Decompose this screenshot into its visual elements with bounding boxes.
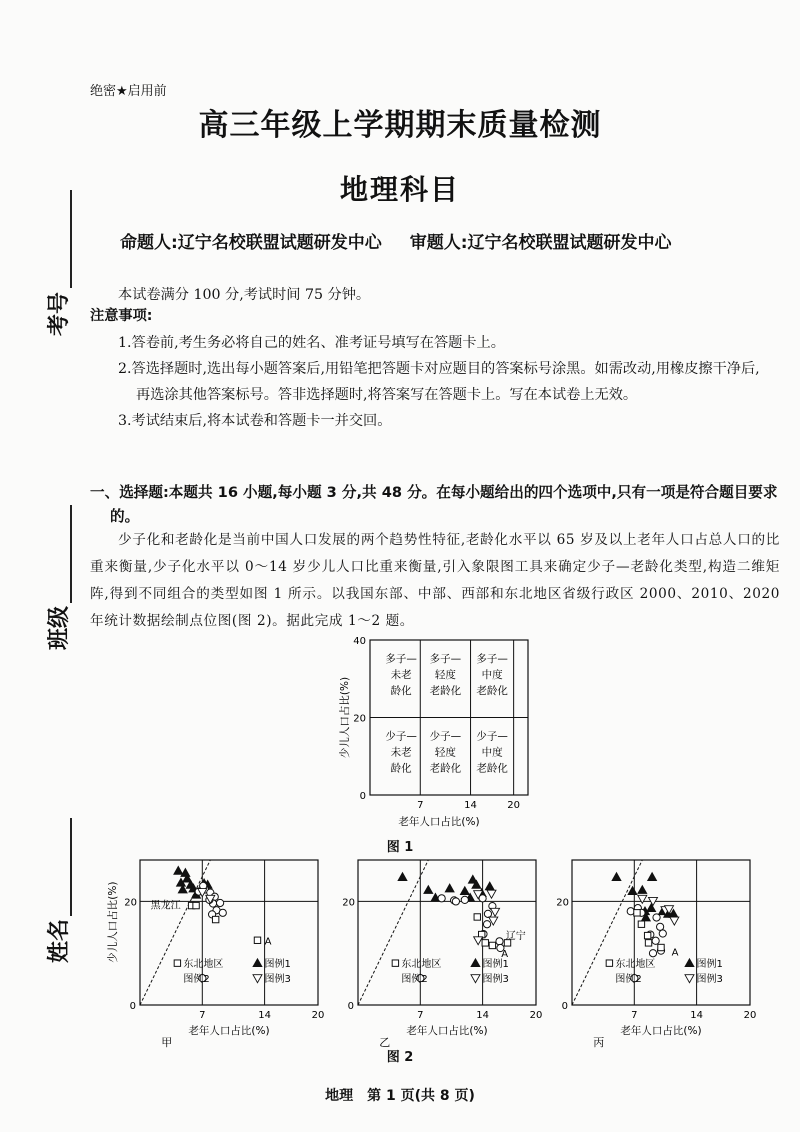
note-item: 3.考试结束后,将本试卷和答题卡一并交回。 (118, 413, 392, 429)
figure1-quadrant-label: 多子— (429, 653, 462, 665)
panel-x-tick: 7 (199, 1010, 206, 1021)
triangle-point (174, 866, 183, 874)
square-point (174, 960, 180, 966)
panel-x-tick: 20 (743, 1010, 757, 1021)
circle-point (484, 910, 491, 917)
panel-y-tick: 0 (561, 1001, 568, 1012)
inverted-triangle-point (253, 975, 262, 983)
inverted-triangle-point (487, 890, 496, 898)
panel-x-label: 老年人口占比(%) (406, 1025, 488, 1037)
figure1-plot (338, 636, 528, 828)
square-point (658, 944, 664, 950)
circle-point (461, 896, 468, 903)
circle-point (219, 909, 226, 916)
figure1-quadrant-label: 少子— (476, 730, 508, 743)
figure1-quadrant-label: 未老 (390, 746, 412, 759)
note-item: 1.答卷前,考生务必将自己的姓名、准考证号填写在答题卡上。 (118, 335, 505, 351)
triangle-point (424, 886, 433, 894)
circle-point (483, 921, 490, 928)
panel-x-tick: 20 (529, 1010, 543, 1021)
panel-x-label: 老年人口占比(%) (188, 1025, 270, 1037)
inverted-triangle-point (638, 895, 647, 903)
triangle-point (398, 873, 407, 881)
question-intro: 少子化和老龄化是当前中国人口发展的两个趋势性特征,老龄化水平以 65 岁及以上老年人口占总人口的比重来衡量,少子化水平以 0～14 岁少儿人口比重来衡量,引入象限图工具来确定少子—老龄化类型,构造二维矩阵,得到不同组合的类型如图 1 所示。以我国东部、中部、西部和东北地区省级行政区 2000、2010、2020 年统计数据绘制点位图(图 2)。据此完成 1～2 题。 (90, 532, 780, 629)
figure1-x-tick: 14 (464, 800, 477, 811)
legend-northeast: 东北地区 (401, 959, 442, 971)
legend-northeast: 东北地区 (615, 959, 656, 971)
figure1-quadrant-label: 未老 (390, 669, 412, 681)
figure1-quadrant-label: 老龄化 (476, 685, 508, 697)
legend-2: 图例2 (183, 974, 210, 986)
figure1-quadrant-label: 多子— (385, 653, 417, 665)
figure2-plots (106, 860, 756, 1049)
panel-x-label: 老年人口占比(%) (620, 1025, 702, 1037)
triangle-point (612, 873, 621, 881)
figure1-quadrant-label: 中度 (481, 669, 503, 681)
inverted-triangle-point (471, 975, 480, 983)
legend-3: 图例3 (264, 974, 291, 986)
triangle-point (685, 959, 694, 967)
figure1-quadrant-chart (330, 630, 540, 830)
notes-title: 注意事项: (90, 308, 153, 324)
circle-point (496, 938, 503, 945)
panel-x-tick: 7 (631, 1010, 638, 1021)
figure1-quadrant-label: 老龄化 (476, 762, 508, 775)
square-point (482, 940, 488, 946)
page-footer: 地理 第 1 页(共 8 页) (325, 1088, 475, 1104)
notes-list (118, 330, 773, 434)
figure2-scatter-panels (100, 850, 757, 1049)
class-line (70, 505, 72, 603)
legend-1: 图例1 (482, 959, 509, 971)
class-label: 班级 (47, 605, 72, 650)
note-item: 2.答选择题时,选出每小题答案后,用铅笔把答题卡对应题目的答案标号涂黑。如需改动,用橡皮擦干净后,再选涂其他答案标号。答非选择题时,将答案写在答题卡上。写在本试卷上无效。 (118, 361, 760, 403)
inverted-triangle-point (474, 937, 483, 945)
panel-y-label: 少儿人口占比(%) (107, 881, 119, 963)
triangle-point (445, 884, 454, 892)
name-line (70, 818, 72, 916)
figure1-quadrant-label: 龄化 (390, 685, 412, 697)
triangle-point (471, 959, 480, 967)
legend-1: 图例1 (264, 959, 291, 971)
figure2-caption: 图 2 (386, 1050, 414, 1065)
panel-y-tick: 20 (342, 897, 355, 909)
panel-annotation: 辽宁 (505, 931, 526, 943)
legend-1: 图例1 (696, 959, 723, 971)
figure1-quadrant-label: 轻度 (434, 746, 456, 759)
figure1-y-tick: 20 (353, 713, 366, 725)
legend-2: 图例2 (401, 974, 428, 986)
circle-point (452, 898, 459, 905)
panel-label: 甲 (161, 1036, 173, 1049)
legend-2: 图例2 (615, 974, 642, 986)
figure1-caption: 图 1 (386, 840, 414, 855)
triangle-point (648, 873, 657, 881)
panel-x-tick: 14 (690, 1010, 703, 1021)
panel-x-tick: 20 (311, 1010, 325, 1021)
panel-y-tick: 20 (124, 897, 137, 909)
circle-point (217, 899, 224, 906)
inverted-triangle-point (491, 908, 500, 916)
reviewer: 审题人:辽宁名校联盟试题研发中心 (409, 233, 672, 253)
inverted-triangle-point (670, 917, 679, 925)
triangle-point (181, 868, 190, 876)
circle-point (659, 930, 666, 937)
square-point (474, 914, 480, 920)
circle-point (649, 950, 656, 957)
legend-3: 图例3 (696, 974, 723, 986)
triangle-point (638, 886, 647, 894)
panel-annotation: 黑龙江 (150, 900, 181, 912)
figure1-quadrant-label: 少子— (429, 730, 462, 743)
figure1-y-tick: 40 (353, 636, 366, 647)
triangle-point (460, 887, 469, 895)
panel-label: 丙 (593, 1036, 605, 1049)
panel-marker-a: A (501, 949, 509, 961)
setter: 命题人:辽宁名校联盟试题研发中心 (120, 233, 382, 253)
figure1-quadrant-label: 龄化 (390, 762, 412, 775)
square-point (634, 910, 640, 916)
figure1-x-tick: 20 (507, 800, 521, 811)
square-point (606, 960, 612, 966)
panel-y-tick: 20 (556, 897, 569, 909)
square-point (212, 916, 218, 922)
authors-line (120, 228, 672, 253)
figure1-quadrant-label: 老龄化 (429, 762, 462, 775)
panel-y-tick: 0 (129, 1001, 136, 1012)
legend-3: 图例3 (482, 974, 509, 986)
figure1-quadrant-label: 少子— (385, 730, 417, 743)
square-point (645, 940, 651, 946)
circle-point (652, 937, 659, 944)
panel-frame (140, 860, 318, 1005)
figure1-y-label: 少儿人口占比(%) (339, 676, 351, 759)
name-label: 姓名 (47, 918, 72, 963)
triangle-point (647, 904, 656, 912)
figure2-panel (556, 860, 756, 1049)
panel-x-tick: 14 (476, 1010, 489, 1021)
legend-northeast: 东北地区 (183, 959, 224, 971)
exam-title: 高三年级上学期期末质量检测 (198, 108, 602, 143)
panel-x-tick: 7 (417, 1010, 424, 1021)
figure1-quadrant-label: 多子— (476, 653, 508, 665)
figure1-x-label: 老年人口占比(%) (398, 816, 480, 828)
figure1-quadrant-label: 中度 (481, 746, 503, 759)
panel-y-tick: 0 (347, 1001, 354, 1012)
square-point (489, 942, 495, 948)
section-heading: 一、选择题:本题共 16 小题,每小题 3 分,共 48 分。在每小题给出的四个选项中,只有一项是符合题目要求的。 (90, 484, 778, 525)
square-point (392, 960, 398, 966)
square-point (254, 937, 260, 943)
figure1-quadrant-label: 轻度 (434, 669, 456, 681)
figure2-panel (342, 860, 542, 1049)
square-point (644, 932, 650, 938)
full-score: 本试卷满分 100 分,考试时间 75 分钟。 (118, 287, 371, 303)
panel-x-tick: 14 (258, 1010, 271, 1021)
secret-label: 绝密★启用前 (90, 84, 167, 99)
inverted-triangle-point (685, 975, 694, 983)
circle-point (657, 923, 664, 930)
circle-point (438, 895, 445, 902)
panel-marker-a: A (671, 947, 679, 959)
circle-point (653, 914, 660, 921)
triangle-point (253, 959, 262, 967)
square-point (638, 921, 644, 927)
square-point (193, 902, 199, 908)
figure1-quadrant-label: 老龄化 (429, 685, 462, 697)
figure2-panel (106, 860, 324, 1049)
panel-label: 乙 (379, 1036, 391, 1049)
figure1-y-tick: 0 (359, 791, 366, 802)
circle-point (627, 908, 634, 915)
figure1-x-tick: 7 (417, 800, 424, 811)
subject-title: 地理科目 (339, 173, 460, 206)
panel-marker-a: A (264, 936, 272, 948)
exam-no-label: 考号 (47, 291, 72, 336)
triangle-point (485, 882, 494, 890)
